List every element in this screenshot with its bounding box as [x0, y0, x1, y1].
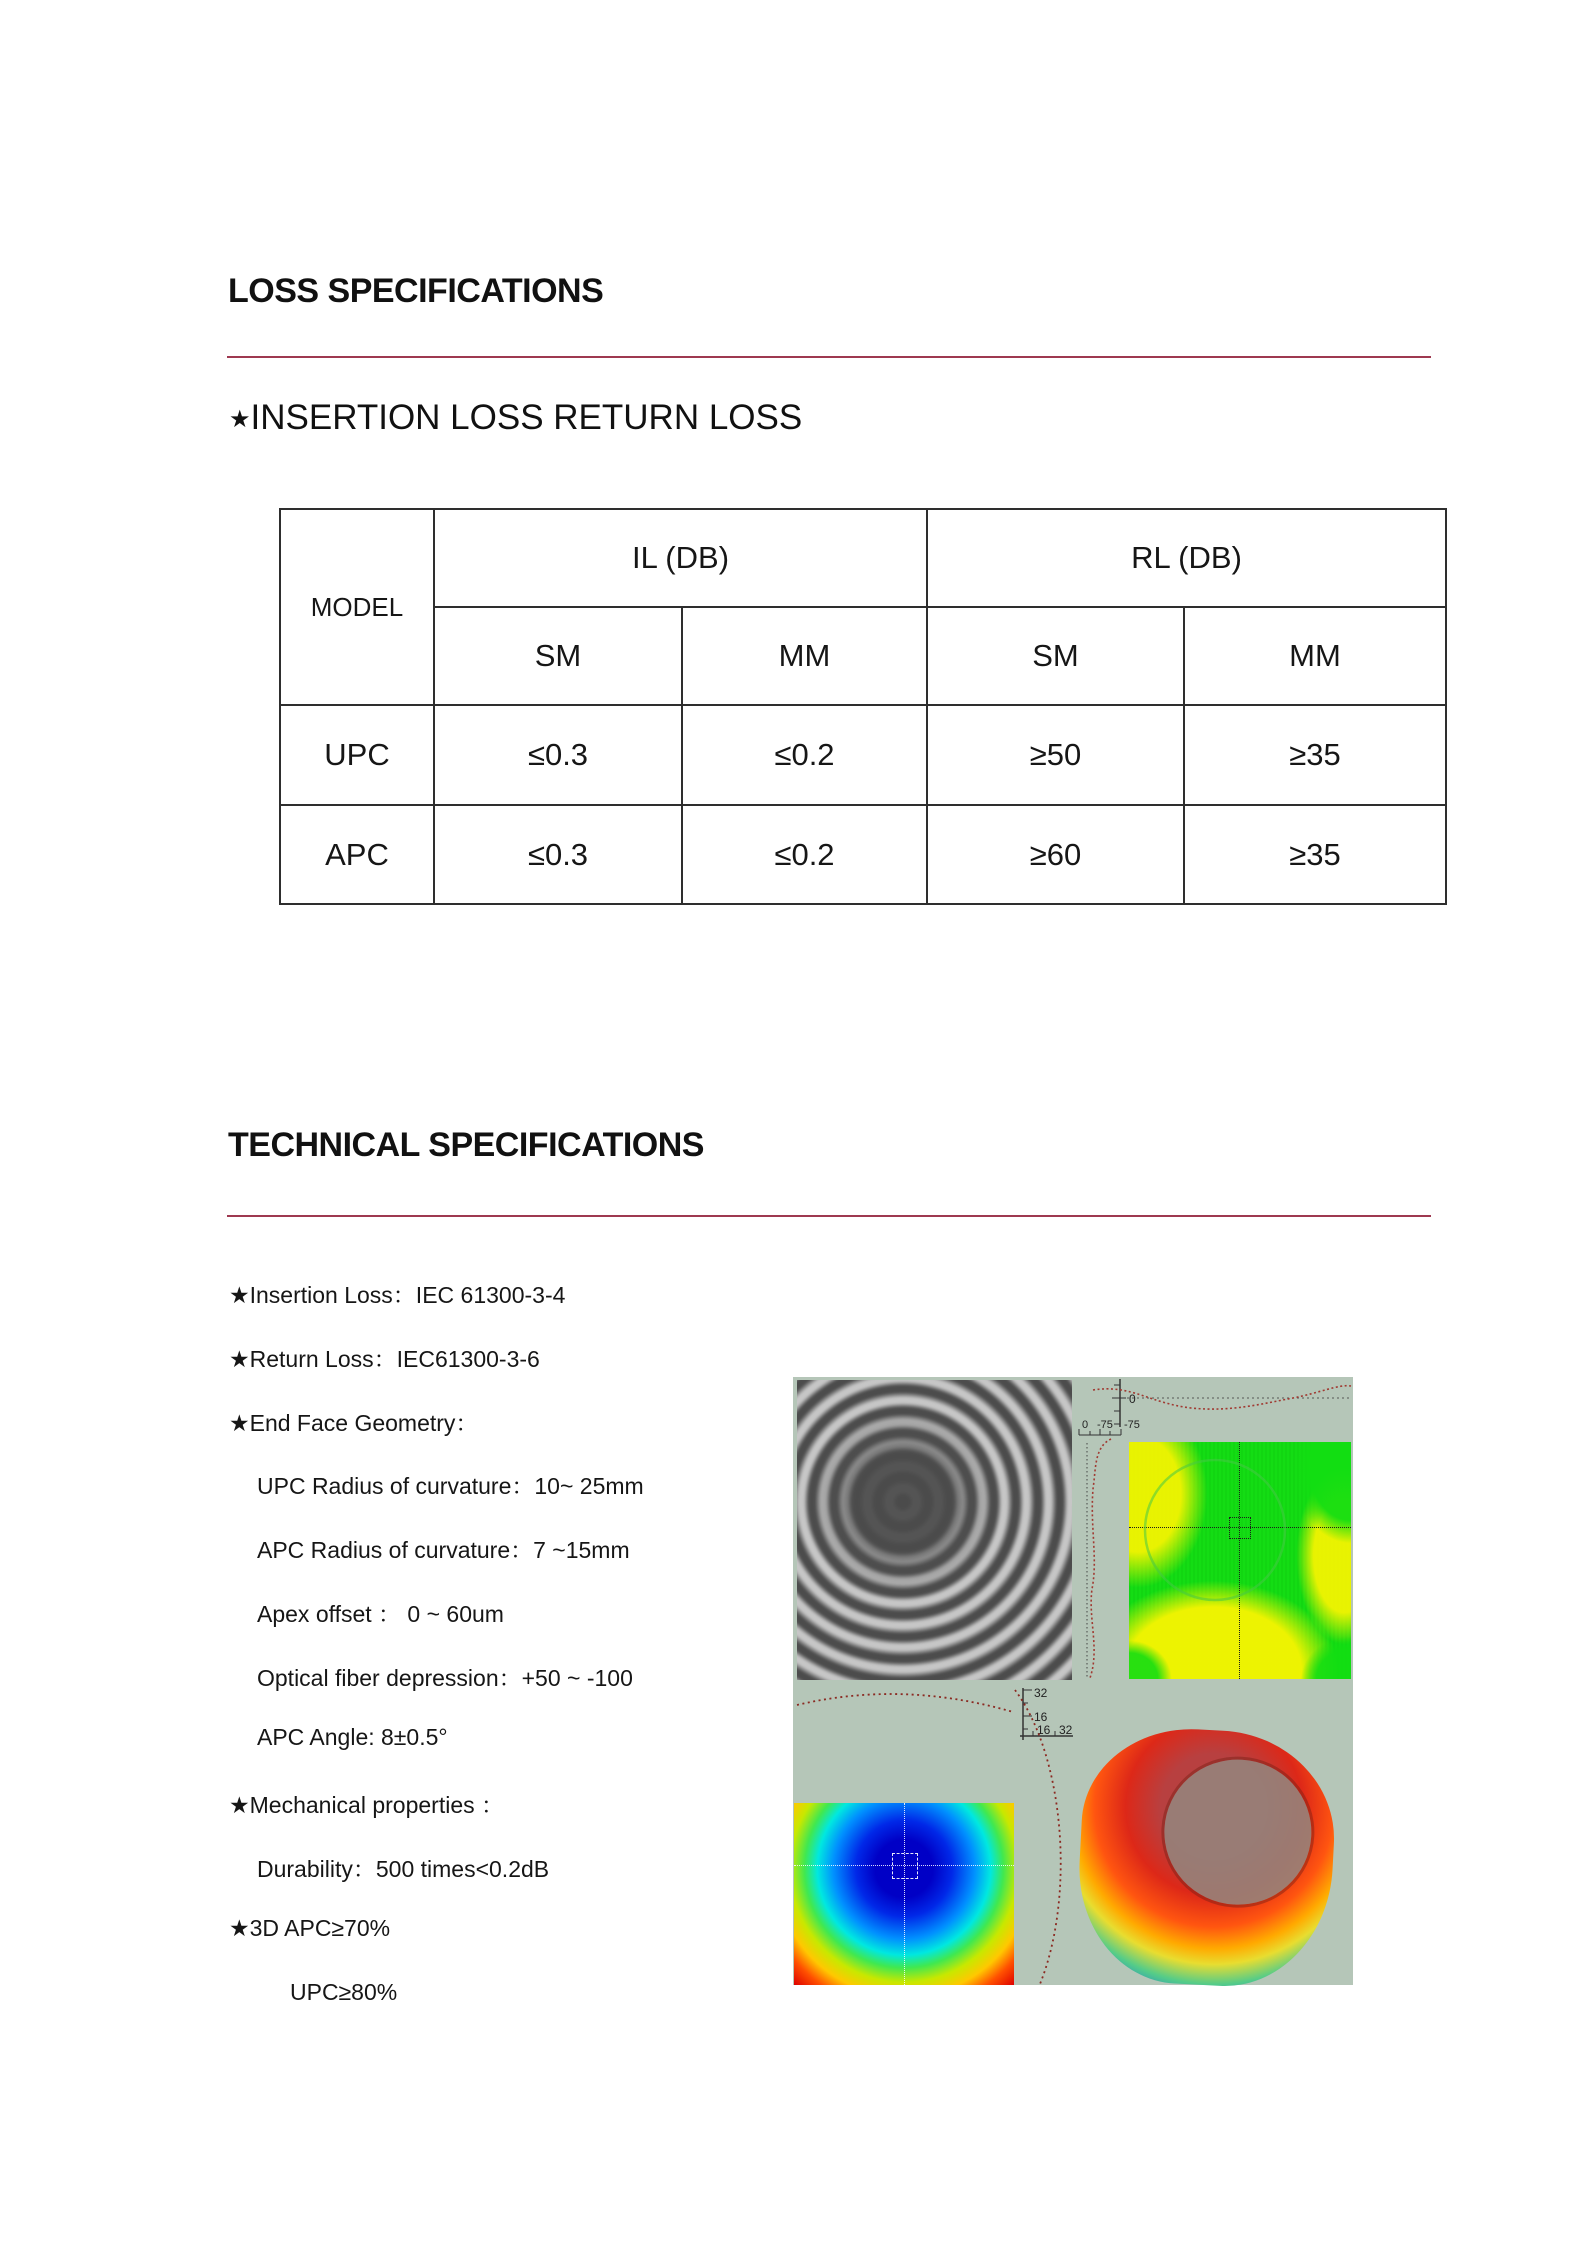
table-row-label-upc: UPC — [281, 706, 433, 804]
crosshair-vertical — [1239, 1442, 1240, 1679]
table-header-model: MODEL — [281, 510, 433, 704]
table-cell: ≤0.3 — [435, 806, 681, 903]
spec-durability: Durability：500 times<0.2dB — [257, 1856, 550, 1882]
table-cell: ≥35 — [1185, 806, 1445, 903]
spec-apc-radius: APC Radius of curvature：7 ~15mm — [257, 1537, 630, 1563]
table-subheader-rl-sm: SM — [928, 608, 1183, 704]
crosshair-target-square — [892, 1853, 918, 1879]
ferrule-core-circle — [1161, 1756, 1315, 1909]
loss-specifications-table — [279, 508, 1447, 905]
spec-fiber-depression: Optical fiber depression：+50 ~ -100 — [257, 1665, 633, 1691]
top-arc-trace — [797, 1694, 1013, 1712]
spec-3d-apc: ★3D APC≥70% — [229, 1915, 391, 1941]
table-header-il: IL (DB) — [435, 510, 926, 606]
zero-label: 0 — [1129, 1392, 1136, 1406]
table-subheader-il-sm: SM — [435, 608, 681, 704]
roc-label: 32 — [1059, 1723, 1073, 1737]
curvature-heatmap — [794, 1803, 1014, 1985]
table-subheader-rl-mm: MM — [1185, 608, 1445, 704]
table-cell: ≤0.3 — [435, 706, 681, 804]
divider-line-technical — [227, 1215, 1431, 1217]
left-profile-trace — [1090, 1439, 1111, 1678]
table-cell: ≥60 — [928, 806, 1183, 903]
apex-offset-heatmap — [1129, 1442, 1351, 1679]
star-icon: ★ — [229, 406, 251, 433]
table-subheader-il-mm: MM — [683, 608, 926, 704]
divider-line-loss — [227, 356, 1431, 358]
spec-3d-upc: UPC≥80% — [290, 1979, 398, 2005]
table-header-rl: RL (DB) — [928, 510, 1445, 606]
interference-rings — [797, 1380, 1072, 1680]
spec-end-face-geometry: ★End Face Geometry： — [229, 1410, 479, 1436]
subsection-title-insertion-return-loss — [229, 398, 802, 438]
roc-label: 16 — [1037, 1723, 1051, 1737]
spec-return-loss: ★Return Loss：IEC61300-3-6 — [229, 1346, 540, 1372]
crosshair-vertical — [904, 1803, 905, 1985]
table-cell: ≥35 — [1185, 706, 1445, 804]
spec-upc-radius: UPC Radius of curvature：10~ 25mm — [257, 1473, 644, 1499]
roc-label: 16 — [1034, 1710, 1048, 1724]
section-title-loss: LOSS SPECIFICATIONS — [228, 272, 604, 310]
interferogram-image — [797, 1380, 1072, 1680]
table-cell: ≥50 — [928, 706, 1183, 804]
spec-apex-offset: Apex offset ： 0 ~ 60um — [257, 1601, 504, 1627]
scale-label: -75 — [1124, 1419, 1140, 1431]
table-cell: ≤0.2 — [683, 706, 926, 804]
table-cell: ≤0.2 — [683, 806, 926, 903]
3d-endface-surface — [1074, 1724, 1340, 1992]
top-profile-trace — [1093, 1386, 1351, 1409]
table-row-label-apc: APC — [281, 806, 433, 903]
subsection-title-text: INSERTION LOSS RETURN LOSS — [250, 398, 803, 437]
right-arc-trace — [1015, 1690, 1061, 1984]
scale-label: -75 — [1097, 1419, 1113, 1431]
spec-insertion-loss: ★Insertion Loss：IEC 61300-3-4 — [229, 1282, 566, 1308]
spec-mechanical-properties: ★Mechanical properties ： — [229, 1792, 505, 1818]
section-title-technical: TECHNICAL SPECIFICATIONS — [228, 1126, 704, 1164]
roc-label: 32 — [1034, 1686, 1048, 1700]
crosshair-target-square — [1229, 1517, 1251, 1539]
endface-measurement-figure — [793, 1377, 1353, 1985]
spec-apc-angle: APC Angle: 8±0.5° — [257, 1724, 448, 1750]
scale-label: 0 — [1082, 1419, 1089, 1431]
